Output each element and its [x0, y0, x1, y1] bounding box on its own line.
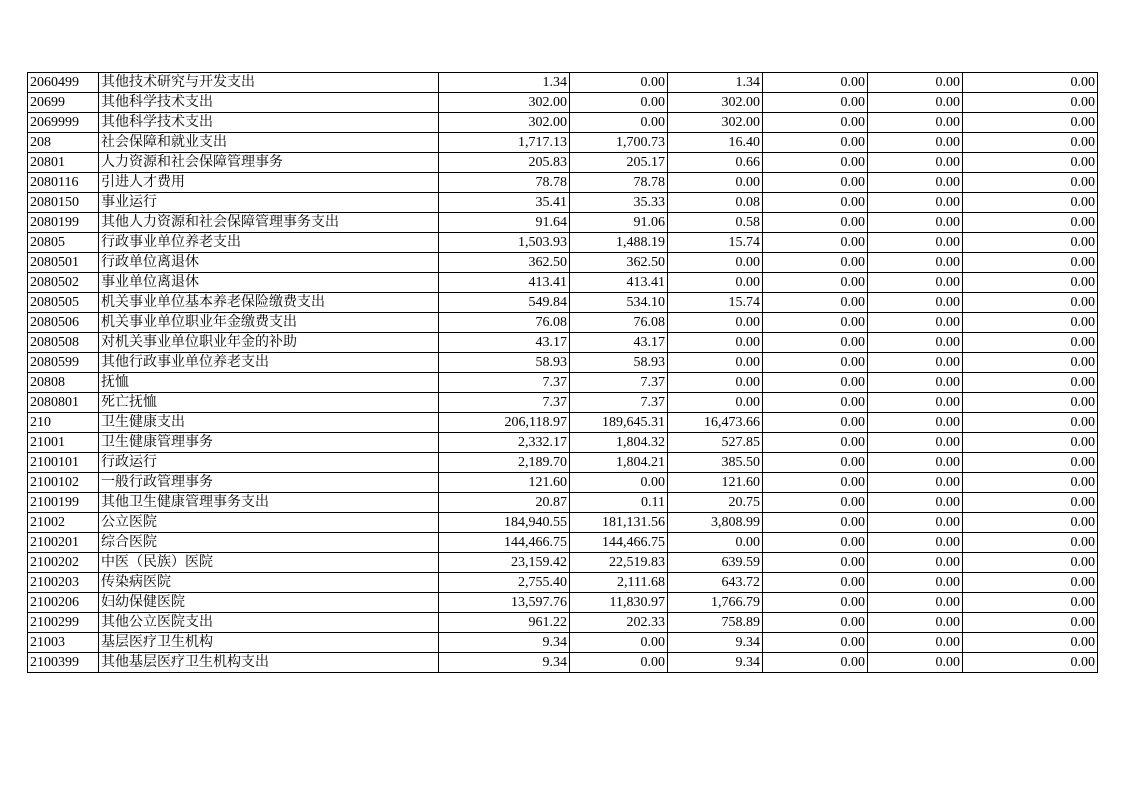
amount-cell: 0.00 [868, 533, 963, 553]
subject-code-cell: 2100101 [28, 453, 99, 473]
amount-cell: 413.41 [439, 273, 570, 293]
subject-code-cell: 2100201 [28, 533, 99, 553]
table-row [28, 533, 1098, 553]
amount-cell: 20.87 [439, 493, 570, 513]
amount-cell: 0.00 [570, 633, 668, 653]
table-row [28, 413, 1098, 433]
amount-cell: 1,804.32 [570, 433, 668, 453]
subject-name-cell: 中医（民族）医院 [99, 553, 439, 573]
amount-cell: 0.11 [570, 493, 668, 513]
amount-cell: 0.00 [963, 613, 1098, 633]
amount-cell: 1,700.73 [570, 133, 668, 153]
amount-cell: 0.00 [963, 373, 1098, 393]
amount-cell: 9.34 [439, 653, 570, 673]
amount-cell: 205.83 [439, 153, 570, 173]
amount-cell: 202.33 [570, 613, 668, 633]
table-row [28, 433, 1098, 453]
amount-cell: 0.00 [868, 393, 963, 413]
amount-cell: 1,766.79 [668, 593, 763, 613]
amount-cell: 362.50 [570, 253, 668, 273]
subject-name-cell: 机关事业单位职业年金缴费支出 [99, 313, 439, 333]
subject-name-cell: 死亡抚恤 [99, 393, 439, 413]
subject-name-cell: 人力资源和社会保障管理事务 [99, 153, 439, 173]
amount-cell: 0.00 [668, 373, 763, 393]
amount-cell: 639.59 [668, 553, 763, 573]
amount-cell: 0.00 [963, 353, 1098, 373]
subject-name-cell: 事业单位离退休 [99, 273, 439, 293]
amount-cell: 0.00 [868, 553, 963, 573]
amount-cell: 1.34 [668, 73, 763, 93]
table-row [28, 333, 1098, 353]
amount-cell: 0.00 [868, 613, 963, 633]
amount-cell: 0.00 [763, 333, 868, 353]
subject-code-cell: 2080116 [28, 173, 99, 193]
amount-cell: 385.50 [668, 453, 763, 473]
subject-code-cell: 2100299 [28, 613, 99, 633]
amount-cell: 0.00 [868, 513, 963, 533]
amount-cell: 0.00 [963, 113, 1098, 133]
amount-cell: 9.34 [439, 633, 570, 653]
subject-code-cell: 21002 [28, 513, 99, 533]
subject-name-cell: 基层医疗卫生机构 [99, 633, 439, 653]
table-row [28, 273, 1098, 293]
amount-cell: 0.00 [763, 613, 868, 633]
subject-name-cell: 妇幼保健医院 [99, 593, 439, 613]
amount-cell: 7.37 [439, 393, 570, 413]
amount-cell: 0.00 [763, 93, 868, 113]
amount-cell: 15.74 [668, 293, 763, 313]
amount-cell: 0.00 [963, 213, 1098, 233]
subject-name-cell: 卫生健康支出 [99, 413, 439, 433]
subject-code-cell: 20699 [28, 93, 99, 113]
subject-code-cell: 210 [28, 413, 99, 433]
amount-cell: 35.33 [570, 193, 668, 213]
amount-cell: 0.00 [868, 93, 963, 113]
amount-cell: 11,830.97 [570, 593, 668, 613]
expenditure-table [27, 72, 1098, 673]
amount-cell: 0.00 [868, 333, 963, 353]
amount-cell: 1,717.13 [439, 133, 570, 153]
subject-code-cell: 2100102 [28, 473, 99, 493]
amount-cell: 413.41 [570, 273, 668, 293]
amount-cell: 0.00 [963, 653, 1098, 673]
amount-cell: 35.41 [439, 193, 570, 213]
subject-name-cell: 事业运行 [99, 193, 439, 213]
amount-cell: 20.75 [668, 493, 763, 513]
amount-cell: 0.00 [963, 193, 1098, 213]
subject-code-cell: 2080801 [28, 393, 99, 413]
table-row [28, 393, 1098, 413]
subject-code-cell: 2080501 [28, 253, 99, 273]
table-row [28, 113, 1098, 133]
amount-cell: 0.00 [570, 73, 668, 93]
subject-code-cell: 2100202 [28, 553, 99, 573]
amount-cell: 0.00 [963, 553, 1098, 573]
subject-name-cell: 对机关事业单位职业年金的补助 [99, 333, 439, 353]
amount-cell: 189,645.31 [570, 413, 668, 433]
amount-cell: 0.00 [963, 393, 1098, 413]
table-row [28, 613, 1098, 633]
amount-cell: 1,804.21 [570, 453, 668, 473]
subject-name-cell: 其他行政事业单位养老支出 [99, 353, 439, 373]
amount-cell: 0.00 [868, 573, 963, 593]
amount-cell: 91.06 [570, 213, 668, 233]
amount-cell: 0.00 [868, 593, 963, 613]
amount-cell: 527.85 [668, 433, 763, 453]
amount-cell: 181,131.56 [570, 513, 668, 533]
amount-cell: 0.00 [963, 93, 1098, 113]
subject-name-cell: 其他卫生健康管理事务支出 [99, 493, 439, 513]
amount-cell: 0.00 [868, 213, 963, 233]
amount-cell: 0.00 [868, 133, 963, 153]
subject-code-cell: 2080150 [28, 193, 99, 213]
amount-cell: 0.00 [868, 413, 963, 433]
amount-cell: 0.00 [570, 93, 668, 113]
subject-code-cell: 2100399 [28, 653, 99, 673]
subject-name-cell: 其他公立医院支出 [99, 613, 439, 633]
amount-cell: 362.50 [439, 253, 570, 273]
amount-cell: 0.00 [963, 153, 1098, 173]
amount-cell: 0.00 [763, 193, 868, 213]
amount-cell: 7.37 [439, 373, 570, 393]
amount-cell: 0.58 [668, 213, 763, 233]
amount-cell: 0.00 [868, 113, 963, 133]
amount-cell: 534.10 [570, 293, 668, 313]
amount-cell: 0.00 [868, 173, 963, 193]
amount-cell: 0.00 [763, 133, 868, 153]
amount-cell: 758.89 [668, 613, 763, 633]
table-row [28, 73, 1098, 93]
subject-code-cell: 2069999 [28, 113, 99, 133]
amount-cell: 7.37 [570, 393, 668, 413]
amount-cell: 0.00 [763, 293, 868, 313]
amount-cell: 3,808.99 [668, 513, 763, 533]
amount-cell: 0.00 [668, 253, 763, 273]
amount-cell: 0.00 [763, 173, 868, 193]
amount-cell: 1,488.19 [570, 233, 668, 253]
amount-cell: 0.00 [868, 233, 963, 253]
amount-cell: 0.00 [963, 313, 1098, 333]
amount-cell: 0.00 [668, 313, 763, 333]
amount-cell: 0.00 [963, 533, 1098, 553]
amount-cell: 0.00 [763, 273, 868, 293]
subject-name-cell: 其他技术研究与开发支出 [99, 73, 439, 93]
subject-code-cell: 20801 [28, 153, 99, 173]
subject-name-cell: 机关事业单位基本养老保险缴费支出 [99, 293, 439, 313]
amount-cell: 16,473.66 [668, 413, 763, 433]
amount-cell: 302.00 [439, 113, 570, 133]
amount-cell: 0.00 [868, 633, 963, 653]
amount-cell: 0.00 [963, 73, 1098, 93]
amount-cell: 76.08 [439, 313, 570, 333]
amount-cell: 0.00 [668, 353, 763, 373]
table-row [28, 313, 1098, 333]
subject-name-cell: 其他科学技术支出 [99, 113, 439, 133]
amount-cell: 0.00 [763, 453, 868, 473]
amount-cell: 15.74 [668, 233, 763, 253]
subject-name-cell: 综合医院 [99, 533, 439, 553]
subject-name-cell: 行政单位离退休 [99, 253, 439, 273]
amount-cell: 121.60 [668, 473, 763, 493]
subject-code-cell: 2080505 [28, 293, 99, 313]
amount-cell: 0.00 [668, 333, 763, 353]
subject-code-cell: 2100203 [28, 573, 99, 593]
amount-cell: 0.66 [668, 153, 763, 173]
table-row [28, 633, 1098, 653]
subject-name-cell: 引进人才费用 [99, 173, 439, 193]
amount-cell: 302.00 [668, 113, 763, 133]
subject-name-cell: 行政事业单位养老支出 [99, 233, 439, 253]
amount-cell: 0.00 [763, 153, 868, 173]
subject-code-cell: 2080502 [28, 273, 99, 293]
amount-cell: 0.00 [570, 113, 668, 133]
subject-code-cell: 208 [28, 133, 99, 153]
amount-cell: 1,503.93 [439, 233, 570, 253]
subject-code-cell: 2080506 [28, 313, 99, 333]
amount-cell: 23,159.42 [439, 553, 570, 573]
amount-cell: 1.34 [439, 73, 570, 93]
amount-cell: 0.00 [763, 513, 868, 533]
amount-cell: 0.00 [963, 253, 1098, 273]
table-row [28, 553, 1098, 573]
amount-cell: 58.93 [570, 353, 668, 373]
amount-cell: 0.00 [763, 413, 868, 433]
amount-cell: 0.00 [668, 273, 763, 293]
subject-code-cell: 20805 [28, 233, 99, 253]
amount-cell: 2,755.40 [439, 573, 570, 593]
amount-cell: 206,118.97 [439, 413, 570, 433]
table-row [28, 153, 1098, 173]
amount-cell: 16.40 [668, 133, 763, 153]
amount-cell: 0.00 [868, 353, 963, 373]
table-row [28, 493, 1098, 513]
amount-cell: 2,332.17 [439, 433, 570, 453]
amount-cell: 0.00 [763, 313, 868, 333]
amount-cell: 0.00 [963, 493, 1098, 513]
amount-cell: 0.00 [963, 433, 1098, 453]
amount-cell: 0.00 [868, 253, 963, 273]
amount-cell: 0.00 [963, 273, 1098, 293]
subject-name-cell: 公立医院 [99, 513, 439, 533]
amount-cell: 0.00 [763, 493, 868, 513]
table-row [28, 233, 1098, 253]
amount-cell: 0.00 [668, 533, 763, 553]
subject-code-cell: 21001 [28, 433, 99, 453]
amount-cell: 0.00 [868, 153, 963, 173]
table-row [28, 133, 1098, 153]
amount-cell: 0.00 [963, 513, 1098, 533]
amount-cell: 0.00 [763, 633, 868, 653]
amount-cell: 0.00 [868, 473, 963, 493]
table-row [28, 453, 1098, 473]
amount-cell: 0.00 [763, 373, 868, 393]
amount-cell: 9.34 [668, 653, 763, 673]
subject-name-cell: 其他科学技术支出 [99, 93, 439, 113]
amount-cell: 0.00 [763, 433, 868, 453]
amount-cell: 0.00 [868, 653, 963, 673]
subject-name-cell: 行政运行 [99, 453, 439, 473]
amount-cell: 0.00 [763, 253, 868, 273]
amount-cell: 78.78 [570, 173, 668, 193]
amount-cell: 0.00 [963, 133, 1098, 153]
table-row [28, 253, 1098, 273]
amount-cell: 0.00 [963, 233, 1098, 253]
amount-cell: 43.17 [439, 333, 570, 353]
amount-cell: 144,466.75 [570, 533, 668, 553]
amount-cell: 2,111.68 [570, 573, 668, 593]
table-row [28, 653, 1098, 673]
subject-name-cell: 传染病医院 [99, 573, 439, 593]
amount-cell: 43.17 [570, 333, 668, 353]
amount-cell: 144,466.75 [439, 533, 570, 553]
amount-cell: 58.93 [439, 353, 570, 373]
amount-cell: 0.00 [763, 113, 868, 133]
amount-cell: 0.00 [763, 353, 868, 373]
table-row [28, 373, 1098, 393]
subject-code-cell: 2080599 [28, 353, 99, 373]
subject-name-cell: 其他基层医疗卫生机构支出 [99, 653, 439, 673]
amount-cell: 0.00 [868, 273, 963, 293]
amount-cell: 2,189.70 [439, 453, 570, 473]
amount-cell: 0.00 [868, 193, 963, 213]
amount-cell: 0.08 [668, 193, 763, 213]
subject-name-cell: 卫生健康管理事务 [99, 433, 439, 453]
amount-cell: 302.00 [668, 93, 763, 113]
table-row [28, 473, 1098, 493]
table-row [28, 193, 1098, 213]
amount-cell: 302.00 [439, 93, 570, 113]
table-body [28, 73, 1098, 673]
amount-cell: 0.00 [963, 333, 1098, 353]
amount-cell: 0.00 [963, 453, 1098, 473]
amount-cell: 0.00 [668, 173, 763, 193]
amount-cell: 0.00 [763, 593, 868, 613]
subject-code-cell: 20808 [28, 373, 99, 393]
amount-cell: 0.00 [963, 413, 1098, 433]
subject-code-cell: 2100199 [28, 493, 99, 513]
amount-cell: 0.00 [763, 393, 868, 413]
amount-cell: 205.17 [570, 153, 668, 173]
amount-cell: 0.00 [668, 393, 763, 413]
amount-cell: 0.00 [868, 313, 963, 333]
amount-cell: 0.00 [570, 653, 668, 673]
amount-cell: 0.00 [763, 473, 868, 493]
subject-code-cell: 2080508 [28, 333, 99, 353]
amount-cell: 0.00 [763, 73, 868, 93]
subject-code-cell: 21003 [28, 633, 99, 653]
subject-name-cell: 一般行政管理事务 [99, 473, 439, 493]
amount-cell: 643.72 [668, 573, 763, 593]
amount-cell: 9.34 [668, 633, 763, 653]
amount-cell: 0.00 [868, 293, 963, 313]
amount-cell: 13,597.76 [439, 593, 570, 613]
amount-cell: 0.00 [570, 473, 668, 493]
amount-cell: 0.00 [963, 573, 1098, 593]
amount-cell: 0.00 [963, 633, 1098, 653]
table-row [28, 213, 1098, 233]
amount-cell: 961.22 [439, 613, 570, 633]
amount-cell: 0.00 [868, 73, 963, 93]
amount-cell: 0.00 [763, 213, 868, 233]
subject-name-cell: 社会保障和就业支出 [99, 133, 439, 153]
subject-code-cell: 2060499 [28, 73, 99, 93]
amount-cell: 0.00 [763, 233, 868, 253]
amount-cell: 0.00 [868, 493, 963, 513]
amount-cell: 76.08 [570, 313, 668, 333]
amount-cell: 91.64 [439, 213, 570, 233]
amount-cell: 549.84 [439, 293, 570, 313]
amount-cell: 0.00 [868, 373, 963, 393]
table-row [28, 353, 1098, 373]
amount-cell: 78.78 [439, 173, 570, 193]
amount-cell: 7.37 [570, 373, 668, 393]
amount-cell: 0.00 [868, 433, 963, 453]
amount-cell: 0.00 [763, 553, 868, 573]
table-row [28, 93, 1098, 113]
subject-name-cell: 抚恤 [99, 373, 439, 393]
subject-code-cell: 2100206 [28, 593, 99, 613]
subject-name-cell: 其他人力资源和社会保障管理事务支出 [99, 213, 439, 233]
amount-cell: 0.00 [963, 593, 1098, 613]
table-row [28, 173, 1098, 193]
table-row [28, 513, 1098, 533]
table-row [28, 573, 1098, 593]
amount-cell: 0.00 [963, 293, 1098, 313]
amount-cell: 0.00 [963, 473, 1098, 493]
amount-cell: 184,940.55 [439, 513, 570, 533]
amount-cell: 0.00 [963, 173, 1098, 193]
table-row [28, 593, 1098, 613]
table-row [28, 293, 1098, 313]
amount-cell: 0.00 [763, 653, 868, 673]
amount-cell: 0.00 [763, 573, 868, 593]
amount-cell: 0.00 [763, 533, 868, 553]
amount-cell: 0.00 [868, 453, 963, 473]
amount-cell: 121.60 [439, 473, 570, 493]
subject-code-cell: 2080199 [28, 213, 99, 233]
amount-cell: 22,519.83 [570, 553, 668, 573]
